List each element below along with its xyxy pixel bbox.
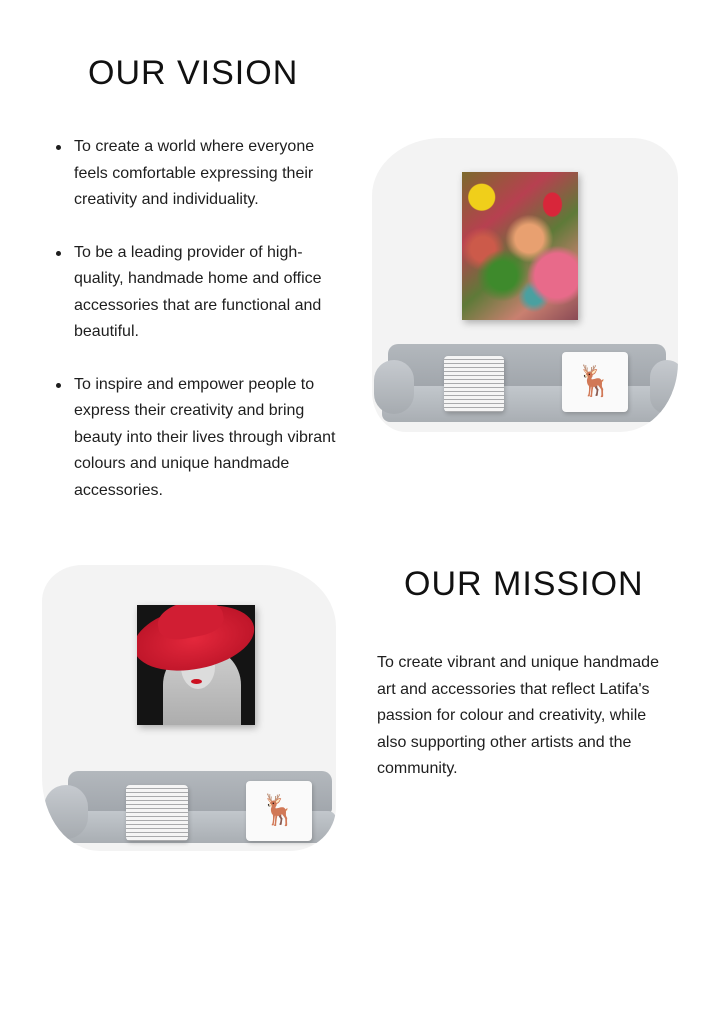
- vision-point: To create a world where everyone feels comfortable expressing their creativity and individuality.: [56, 134, 336, 214]
- vision-title: OUR VISION: [88, 54, 299, 92]
- grey-sofa: [42, 761, 336, 851]
- mission-text: To create vibrant and unique handmade art and accessories that reflect Latifa's passion for colour and creativity, while also supporting other artists and the community.: [377, 654, 659, 777]
- abstract-floral-painting: [462, 172, 578, 320]
- deer-pillow: [562, 352, 628, 412]
- deer-icon: 🦌: [576, 364, 614, 399]
- vision-list: [56, 134, 336, 530]
- grey-sofa: [372, 334, 678, 432]
- living-room-image-bottom: [42, 565, 336, 851]
- striped-pillow: [126, 785, 188, 841]
- deer-pillow: [246, 781, 312, 841]
- mission-title: OUR MISSION: [404, 565, 644, 603]
- vision-point: To be a leading provider of high-quality, handmade home and office accessories that are functional and beautiful.: [56, 240, 336, 346]
- striped-pillow: [444, 356, 504, 412]
- red-hat-woman-painting: [137, 605, 255, 725]
- living-room-image-top: [372, 138, 678, 432]
- vision-point: To inspire and empower people to express their creativity and bring beauty into their lives through vibrant colours and unique handmade accessories.: [56, 372, 336, 505]
- deer-icon: 🦌: [260, 793, 298, 828]
